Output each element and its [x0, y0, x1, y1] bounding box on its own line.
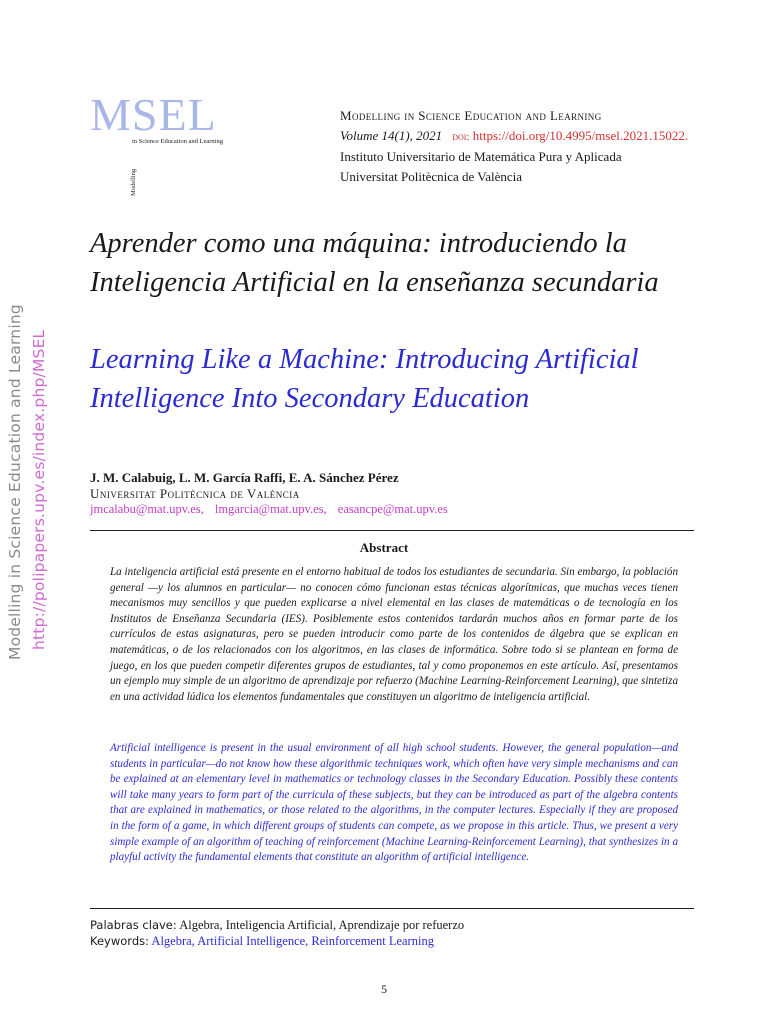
title-spanish: Aprender como una máquina: introduciendo la Inteligencia Artificial en la enseñanza secundaria	[90, 228, 659, 298]
keywords-es-values: Algebra, Inteligencia Artificial, Aprendizaje por refuerzo	[179, 918, 465, 932]
abstract-spanish: La inteligencia artificial está presente en el entorno habitual de todos los estudiantes de secundaria. Sin embargo, la población general —y los alumnos en particular— no conocen cómo funcionan estas técnicas algorítmicas, que muchas veces tienen mecanismos muy sencillos y que pueden explicarse a nivel elemental en las clases de matemáticas o de tecnología en los Institutos de Enseñanza Secundaria (IES). Posiblemente estos contenidos tardarán muchos años en formar parte de los currículos de estas asignaturas, pero se pueden introducir como parte de los contenidos de álgebra que se explican en matemáticas, o de los relacionados con los algoritmos, en las clases de informática. Sobre todo si se plantean en forma de juego, en los que pueden competir diferentes grupos de estudiantes, tal y como proponemos en este artículo. Así, presentamos un ejemplo muy simple de un algoritmo de aprendizaje por refuerzo (Machine Learning-Reinforcement Learning), que sintetiza en una actividad lúdica los elementos fundamentales que constituyen un algoritmo de inteligencia artificial.	[110, 566, 678, 703]
email-link-garcia[interactable]: lmgarcia@mat.upv.es,	[214, 502, 327, 516]
logo-wordmark: MSEL	[90, 89, 217, 140]
authors: J. M. Calabuig, L. M. García Raffi, E. A. Sánchez Pérez	[90, 470, 399, 485]
logo-vertical-text: Modelling	[130, 168, 137, 196]
page-number: 5	[381, 982, 387, 996]
sidebar-journal-url[interactable]: http://polipapers.upv.es/index.php/MSEL	[30, 329, 48, 650]
journal-institute: Instituto Universitario de Matemática Pura y Aplicada	[340, 149, 622, 164]
journal-name: Modelling in Science Education and Learning	[340, 108, 602, 123]
abstract-english: Artificial intelligence is present in the usual environment of all high school students. However, the general population—and students in particular—do not know how these algorithmic techniques work, which often have very simple mechanisms and can be explained at an elementary level in mathematics or technology classes in the Secondary Education. Possibly these contents will take many years to form part of the curricula of these subjects, but they can be introduced as part of the algebra contents that are explained in mathematics, or those related to the algorithms, in the computer lectures. Especially if they are proposed in the form of a game, in which different groups of students can compete, as we propose in this article. Thus, we present a very simple example of an algorithm of teaching of reinforcement (Machine Learning-Reinforcement Learning), that synthesizes in a playful activity the fundamental elements that constitute an algorithm of artificial intelligence.	[110, 742, 678, 864]
journal-volume: Volume 14(1), 2021	[340, 127, 443, 143]
journal-university: Universitat Politècnica de València	[340, 168, 523, 184]
keywords-en-values[interactable]: Algebra, Artificial Intelligence, Reinforcement Learning	[151, 934, 434, 948]
author-emails	[90, 502, 456, 517]
journal-header	[340, 106, 688, 186]
divider-bottom	[90, 908, 694, 909]
doi-link[interactable]: https://doi.org/10.4995/msel.2021.15022.	[472, 127, 689, 143]
keywords-english	[90, 934, 434, 949]
keywords-en-label: Keywords:	[90, 934, 149, 948]
email-link-sanchez[interactable]: easancpe@mat.upv.es	[337, 502, 448, 516]
title-english: Learning Like a Machine: Introducing Artificial Intelligence Into Secondary Education	[90, 344, 639, 414]
keywords-es-label: Palabras clave:	[90, 918, 177, 932]
sidebar-vertical-text	[0, 304, 56, 670]
keywords-spanish	[90, 918, 464, 933]
sidebar-journal-name: Modelling in Science Education and Learning	[6, 304, 24, 660]
affiliation: Universitat Politècnica de València	[90, 486, 300, 501]
divider-top	[90, 530, 694, 531]
abstract-heading: Abstract	[359, 540, 409, 555]
email-link-calabuig[interactable]: jmcalabu@mat.upv.es,	[90, 502, 204, 516]
doi-label: doi:	[452, 130, 470, 143]
logo-subtitle: in Science Education and Learning	[132, 138, 223, 145]
